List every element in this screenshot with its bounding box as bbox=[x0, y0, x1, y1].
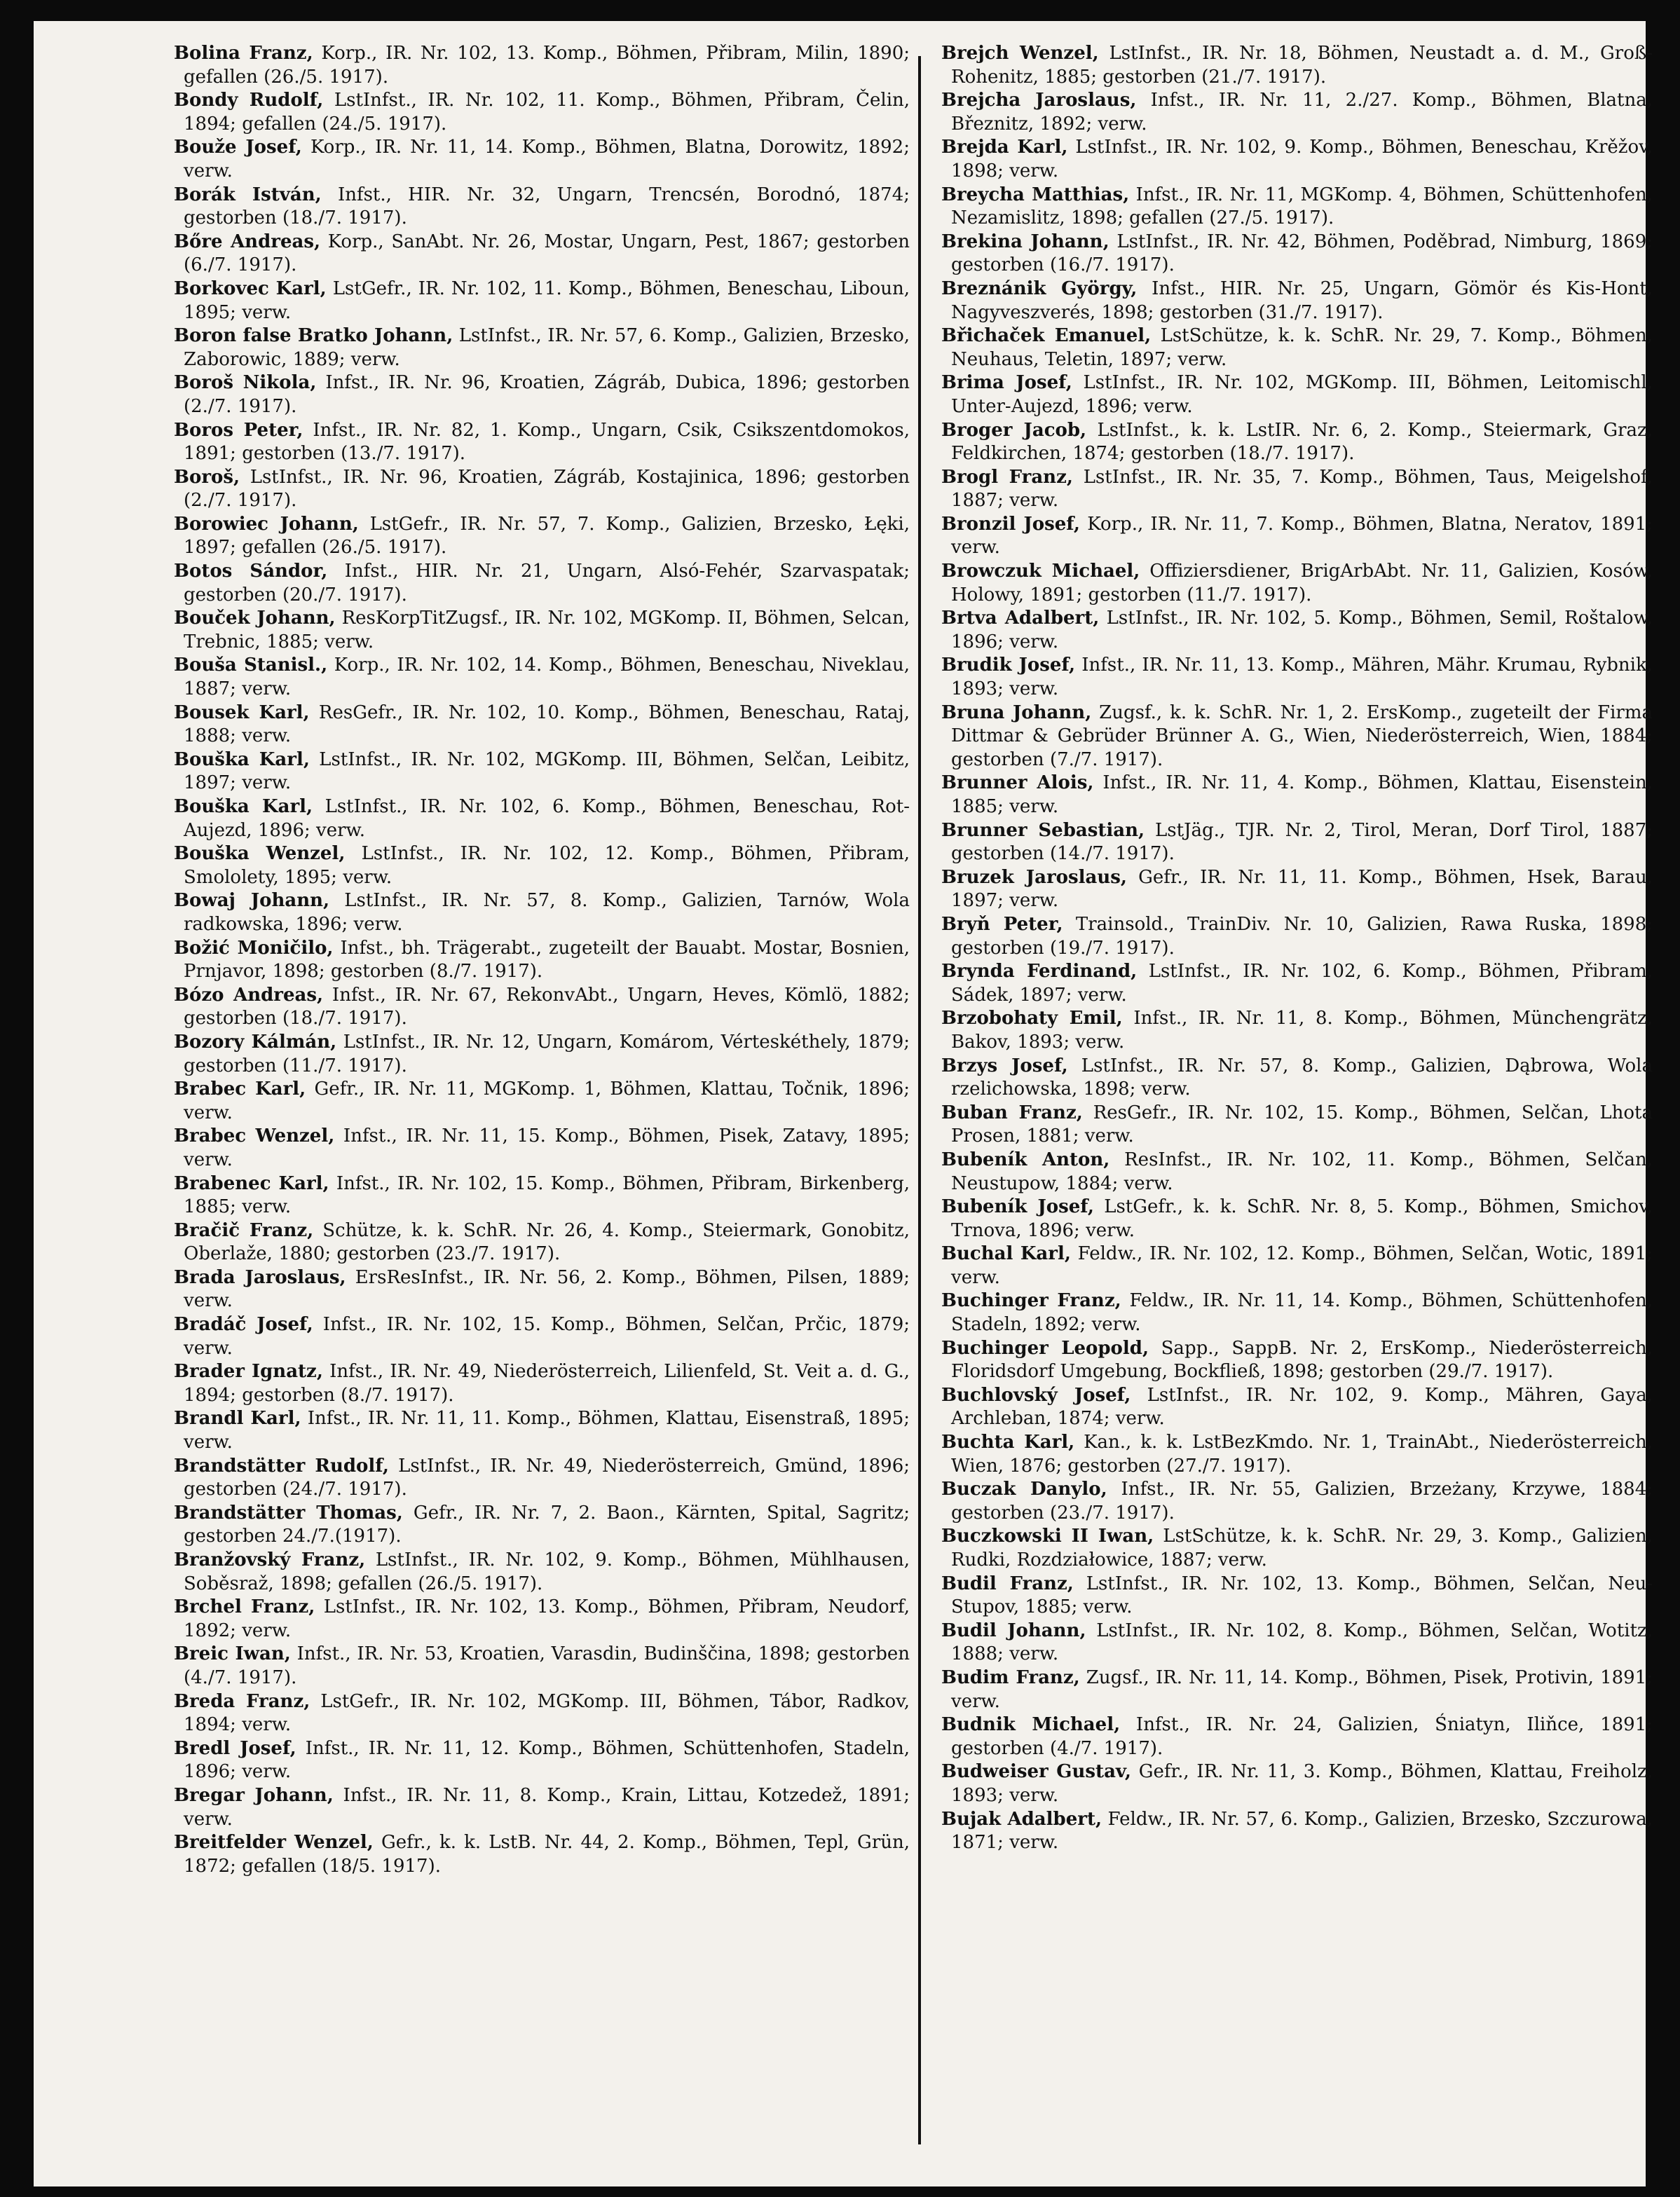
entry-details: LstInfst., IR. Nr. 102, 9. Komp., Mähren, Gaya, Archleban, 1874; verw. bbox=[951, 1384, 1653, 1430]
entry-details: Infst., HIR. Nr. 25, Ungarn, Gömör és Kis-Hont, Nagyveszverés, 1898; gestorben (31./7. 1917). bbox=[951, 278, 1653, 323]
entry-name: Bőre Andreas, bbox=[174, 231, 321, 252]
entry-name: Bouška Wenzel, bbox=[174, 843, 346, 865]
entry-name: Breznánik György, bbox=[941, 278, 1138, 299]
entry-name: Brunner Alois, bbox=[941, 772, 1094, 794]
casualty-entry bbox=[941, 1573, 1653, 1620]
casualty-entry bbox=[174, 231, 910, 278]
entry-details: Infst., IR. Nr. 11, 8. Komp., Böhmen, Münchengrätz, Bakov, 1893; verw. bbox=[951, 1008, 1653, 1053]
entry-details: LstGefr., IR. Nr. 57, 7. Komp., Galizien, Brzesko, Łęki, 1897; gefallen (26./5. 1917). bbox=[184, 513, 910, 559]
entry-name: Botos Sándor, bbox=[174, 561, 328, 582]
entry-name: Buchinger Franz, bbox=[941, 1290, 1121, 1312]
entry-details: Infst., IR. Nr. 82, 1. Komp., Ungarn, Csik, Csikszentdomokos, 1891; gestorben (13./7. 1917). bbox=[184, 419, 910, 465]
casualty-entry bbox=[941, 1808, 1653, 1855]
entry-details: Infst., IR. Nr. 11, 12. Komp., Böhmen, Schüttenhofen, Stadeln, 1896; verw. bbox=[184, 1737, 910, 1783]
casualty-entry bbox=[941, 1760, 1653, 1807]
casualty-entry bbox=[174, 513, 910, 560]
entry-details: LstGefr., IR. Nr. 102, MGKomp. III, Böhmen, Tábor, Radkov, 1894; verw. bbox=[184, 1690, 910, 1736]
casualty-entry bbox=[941, 278, 1653, 324]
entry-details: LstInfst., IR. Nr. 57, 6. Komp., Galizien, Brzesko, Zaborowic, 1889; verw. bbox=[184, 325, 910, 370]
casualty-entry bbox=[941, 231, 1653, 278]
entry-details: LstInfst., IR. Nr. 102, 13. Komp., Böhmen, Selčan, Neu-Stupov, 1885; verw. bbox=[951, 1573, 1653, 1618]
entry-details: Gefr., k. k. LstB. Nr. 44, 2. Komp., Böhmen, Tepl, Grün, 1872; gefallen (18/5. 1917). bbox=[184, 1832, 910, 1877]
entry-details: Gefr., IR. Nr. 11, 11. Komp., Böhmen, Hsek, Barau, 1897; verw. bbox=[951, 866, 1653, 912]
casualty-entry bbox=[941, 772, 1653, 819]
entry-name: Brekina Johann, bbox=[941, 231, 1109, 252]
entry-name: Brabec Wenzel, bbox=[174, 1125, 335, 1147]
column-divider bbox=[918, 56, 921, 2144]
casualty-entry bbox=[174, 1219, 910, 1266]
entry-details: LstJäg., TJR. Nr. 2, Tirol, Meran, Dorf Tirol, 1887; gestorben (14./7. 1917). bbox=[951, 819, 1653, 865]
entry-details: ResKorpTitZugsf., IR. Nr. 102, MGKomp. II, Böhmen, Selcan, Trebnic, 1885; verw. bbox=[184, 608, 910, 652]
entry-name: Bujak Adalbert, bbox=[941, 1808, 1102, 1830]
casualty-entry bbox=[941, 1431, 1653, 1478]
entry-details: LstInfst., IR. Nr. 18, Böhmen, Neustadt a. d. M., Groß-Rohenitz, 1885; gestorben (21./7. 1917). bbox=[951, 43, 1653, 88]
entry-details: Feldw., IR. Nr. 102, 12. Komp., Böhmen, Selčan, Wotic, 1891; verw. bbox=[951, 1243, 1653, 1288]
entry-details: Korp., IR. Nr. 102, 13. Komp., Böhmen, Přibram, Milin, 1890; gefallen (26./5. 1917). bbox=[184, 43, 910, 88]
entry-name: Buban Franz, bbox=[941, 1102, 1083, 1123]
entry-details: LstInfst., IR. Nr. 12, Ungarn, Komárom, Vérteskéthely, 1879; gestorben (11./7. 1917). bbox=[184, 1031, 910, 1076]
entry-name: Bračič Franz, bbox=[174, 1219, 314, 1241]
casualty-entry bbox=[174, 419, 910, 466]
casualty-entry bbox=[174, 89, 910, 136]
casualty-entry bbox=[941, 466, 1653, 513]
entry-name: Breitfelder Wenzel, bbox=[174, 1832, 374, 1854]
casualty-entry bbox=[174, 184, 910, 231]
entry-name: Brzys Josef, bbox=[941, 1055, 1068, 1076]
entry-details: Gefr., IR. Nr. 11, 3. Komp., Böhmen, Klattau, Freiholz, 1893; verw. bbox=[951, 1761, 1653, 1806]
entry-name: Bubeník Josef, bbox=[941, 1196, 1094, 1218]
casualty-entry bbox=[174, 1502, 910, 1549]
casualty-entry bbox=[941, 1478, 1653, 1525]
entry-details: Gefr., IR. Nr. 11, MGKomp. 1, Böhmen, Klattau, Točnik, 1896; verw. bbox=[184, 1079, 910, 1123]
entry-details: LstSchütze, k. k. SchR. Nr. 29, 3. Komp., Galizien, Rudki, Rozdziałowice, 1887; verw. bbox=[951, 1526, 1653, 1570]
entry-details: LstInfst., IR. Nr. 102, 8. Komp., Böhmen, Selčan, Wotitz, 1888; verw. bbox=[951, 1620, 1653, 1665]
casualty-entry bbox=[941, 1525, 1653, 1572]
entry-details: LstInfst., IR. Nr. 102, 5. Komp., Böhmen, Semil, Roštalow, 1896; verw. bbox=[951, 608, 1653, 652]
entry-details: Gefr., IR. Nr. 7, 2. Baon., Kärnten, Spital, Sagritz; gestorben 24./7.(1917). bbox=[184, 1502, 910, 1547]
casualty-entry bbox=[941, 701, 1653, 772]
entry-details: Kan., k. k. LstBezKmdo. Nr. 1, TrainAbt., Niederösterreich, Wien, 1876; gestorben (27./7. 1917). bbox=[951, 1432, 1653, 1477]
entry-name: Boros Peter, bbox=[174, 419, 303, 441]
entry-name: Brogl Franz, bbox=[941, 466, 1073, 488]
casualty-entry bbox=[941, 1666, 1653, 1713]
entry-name: Budim Franz, bbox=[941, 1666, 1080, 1688]
entry-name: Brabenec Karl, bbox=[174, 1172, 329, 1194]
casualty-entry bbox=[941, 866, 1653, 913]
casualty-entry bbox=[174, 1078, 910, 1125]
entry-details: Infst., IR. Nr. 102, 15. Komp., Böhmen, Přibram, Birkenberg, 1885; verw. bbox=[184, 1172, 910, 1218]
entry-details: LstGefr., IR. Nr. 102, 11. Komp., Böhmen, Beneschau, Liboun, 1895; verw. bbox=[184, 278, 910, 323]
casualty-entry bbox=[174, 1031, 910, 1078]
casualty-entry bbox=[941, 960, 1653, 1007]
entry-name: Budil Franz, bbox=[941, 1573, 1074, 1594]
entry-details: ResGefr., IR. Nr. 102, 15. Komp., Böhmen, Selčan, Lhota Prosen, 1881; verw. bbox=[951, 1102, 1653, 1147]
casualty-entry bbox=[174, 1643, 910, 1690]
casualty-entry bbox=[941, 1007, 1653, 1054]
entry-name: Borowiec Johann, bbox=[174, 513, 359, 535]
entry-name: Boroš, bbox=[174, 466, 240, 488]
casualty-entry bbox=[174, 1266, 910, 1313]
entry-details: LstInfst., IR. Nr. 57, 8. Komp., Galizien, Dąbrowa, Wola rzelichowska, 1898; verw. bbox=[951, 1055, 1653, 1100]
entry-name: Brada Jaroslaus, bbox=[174, 1266, 346, 1288]
entry-details: LstInfst., IR. Nr. 102, 13. Komp., Böhmen, Přibram, Neudorf, 1892; verw. bbox=[184, 1596, 910, 1641]
entry-name: Buchlovský Josef, bbox=[941, 1384, 1131, 1406]
entry-name: Buchta Karl, bbox=[941, 1432, 1075, 1453]
casualty-entry bbox=[941, 654, 1653, 701]
entry-details: ResGefr., IR. Nr. 102, 10. Komp., Böhmen, Beneschau, Rataj, 1888; verw. bbox=[184, 701, 910, 747]
entry-name: Budnik Michael, bbox=[941, 1714, 1121, 1736]
entry-name: Bouček Johann, bbox=[174, 608, 336, 629]
entry-name: Bruzek Jaroslaus, bbox=[941, 866, 1127, 888]
entry-details: Infst., IR. Nr. 11, 2./27. Komp., Böhmen, Blatna, Březnitz, 1892; verw. bbox=[951, 90, 1653, 135]
entry-details: Schütze, k. k. SchR. Nr. 26, 4. Komp., Steiermark, Gonobitz, Oberlaže, 1880; gestorben (23./7. 1917). bbox=[184, 1219, 910, 1265]
casualty-entry bbox=[941, 1620, 1653, 1666]
entry-name: Brabec Karl, bbox=[174, 1079, 306, 1100]
entry-name: Brtva Adalbert, bbox=[941, 608, 1100, 629]
casualty-entry bbox=[174, 795, 910, 842]
casualty-entry bbox=[174, 1549, 910, 1596]
entry-name: Brejch Wenzel, bbox=[941, 43, 1099, 64]
entry-details: Trainsold., TrainDiv. Nr. 10, Galizien, Rawa Ruska, 1898; gestorben (19./7. 1917). bbox=[951, 913, 1653, 959]
entry-name: Bolina Franz, bbox=[174, 43, 313, 64]
entry-name: Budil Johann, bbox=[941, 1620, 1086, 1641]
entry-details: Infst., IR. Nr. 11, 15. Komp., Böhmen, Pisek, Zatavy, 1895; verw. bbox=[184, 1125, 910, 1170]
entry-details: LstInfst., IR. Nr. 102, MGKomp. III, Böhmen, Selčan, Leibitz, 1897; verw. bbox=[184, 748, 910, 794]
entry-details: Infst., bh. Trägerabt., zugeteilt der Bauabt. Mostar, Bosnien, Prnjavor, 1898; gestorben (8./7. 1917). bbox=[184, 937, 910, 983]
entry-details: LstInfst., IR. Nr. 96, Kroatien, Zágráb, Kostajinica, 1896; gestorben (2./7. 1917). bbox=[184, 466, 910, 512]
entry-name: Bubeník Anton, bbox=[941, 1149, 1110, 1170]
entry-name: Brchel Franz, bbox=[174, 1596, 315, 1618]
casualty-entry bbox=[174, 607, 910, 654]
entry-details: Offiziersdiener, BrigArbAbt. Nr. 11, Galizien, Kosów, Holowy, 1891; gestorben (11./7. 1917). bbox=[951, 561, 1653, 605]
casualty-entry bbox=[941, 42, 1653, 89]
entry-name: Bradáč Josef, bbox=[174, 1314, 313, 1336]
casualty-entry bbox=[941, 1102, 1653, 1149]
entry-details: LstInfst., IR. Nr. 102, 9. Komp., Böhmen, Mühlhausen, Soběsraž, 1898; gefallen (26./5. 1917). bbox=[184, 1549, 910, 1594]
casualty-entry bbox=[941, 513, 1653, 560]
casualty-entry bbox=[174, 1737, 910, 1784]
casualty-entry bbox=[174, 1784, 910, 1831]
entry-details: Korp., IR. Nr. 11, 14. Komp., Böhmen, Blatna, Dorowitz, 1892; verw. bbox=[184, 137, 910, 182]
entry-name: Buczak Danylo, bbox=[941, 1479, 1107, 1500]
casualty-entry bbox=[941, 1196, 1653, 1243]
entry-details: LstInfst., IR. Nr. 102, 9. Komp., Böhmen, Beneschau, Krěžov, 1898; verw. bbox=[951, 137, 1653, 182]
casualty-entry bbox=[174, 1172, 910, 1219]
entry-details: Zugsf., IR. Nr. 11, 14. Komp., Böhmen, Pisek, Protivin, 1891; verw. bbox=[951, 1666, 1653, 1712]
right-column bbox=[941, 42, 1653, 1855]
entry-details: ResInfst., IR. Nr. 102, 11. Komp., Böhmen, Selčan, Neustupow, 1884; verw. bbox=[951, 1149, 1653, 1194]
entry-name: Bondy Rudolf, bbox=[174, 90, 324, 111]
entry-name: Bowaj Johann, bbox=[174, 890, 330, 912]
entry-details: LstInfst., IR. Nr. 102, 11. Komp., Böhmen, Přibram, Čelin, 1894; gefallen (24./5. 1917). bbox=[184, 90, 910, 135]
entry-name: Břichaček Emanuel, bbox=[941, 325, 1152, 347]
entry-name: Breycha Matthias, bbox=[941, 184, 1130, 205]
casualty-entry bbox=[174, 466, 910, 513]
casualty-entry bbox=[941, 1337, 1653, 1384]
document-page bbox=[34, 21, 1653, 2186]
casualty-entry bbox=[174, 1831, 910, 1878]
entry-name: Bredl Josef, bbox=[174, 1737, 296, 1759]
entry-name: Boron false Bratko Johann, bbox=[174, 325, 453, 347]
casualty-entry bbox=[174, 278, 910, 324]
entry-details: LstInfst., IR. Nr. 102, 6. Komp., Böhmen, Beneschau, Rot-Aujezd, 1896; verw. bbox=[184, 796, 910, 841]
entry-name: Božić Moničilo, bbox=[174, 937, 334, 959]
entry-name: Brader Ignatz, bbox=[174, 1361, 323, 1383]
casualty-entry bbox=[174, 1407, 910, 1454]
entry-details: Infst., IR. Nr. 53, Kroatien, Varasdin, Budinščina, 1898; gestorben (4./7. 1917). bbox=[184, 1643, 910, 1688]
entry-name: Borkovec Karl, bbox=[174, 278, 327, 299]
casualty-entry bbox=[941, 324, 1653, 371]
entry-name: Brynda Ferdinand, bbox=[941, 961, 1138, 983]
casualty-entry bbox=[174, 136, 910, 183]
entry-details: Infst., IR. Nr. 102, 15. Komp., Böhmen, Selčan, Prčic, 1879; verw. bbox=[184, 1314, 910, 1359]
entry-name: Brima Josef, bbox=[941, 372, 1072, 394]
entry-name: Budweiser Gustav, bbox=[941, 1761, 1131, 1783]
casualty-entry bbox=[941, 1149, 1653, 1196]
entry-details: Infst., IR. Nr. 67, RekonvAbt., Ungarn, Heves, Kömlö, 1882; gestorben (18./7. 1917). bbox=[184, 984, 910, 1029]
entry-details: Feldw., IR. Nr. 57, 6. Komp., Galizien, Brzesko, Szczurowa, 1871; verw. bbox=[951, 1808, 1653, 1854]
casualty-entry bbox=[941, 913, 1653, 960]
entry-name: Borák István, bbox=[174, 184, 322, 205]
casualty-entry bbox=[174, 842, 910, 889]
casualty-entry bbox=[941, 1289, 1653, 1336]
entry-details: Infst., HIR. Nr. 21, Ungarn, Alsó-Fehér, Szarvaspatak; gestorben (20./7. 1917). bbox=[184, 561, 910, 605]
entry-name: Bregar Johann, bbox=[174, 1784, 334, 1806]
entry-details: LstInfst., IR. Nr. 35, 7. Komp., Böhmen, Taus, Meigelshof, 1887; verw. bbox=[951, 466, 1653, 512]
entry-name: Brandstätter Thomas, bbox=[174, 1502, 403, 1524]
casualty-entry bbox=[941, 371, 1653, 418]
entry-details: LstInfst., IR. Nr. 57, 8. Komp., Galizien, Tarnów, Wola radkowska, 1896; verw. bbox=[184, 890, 910, 935]
casualty-entry bbox=[941, 1384, 1653, 1431]
casualty-entry bbox=[174, 654, 910, 701]
casualty-entry bbox=[941, 607, 1653, 654]
casualty-entry bbox=[941, 184, 1653, 231]
entry-details: LstInfst., k. k. LstIR. Nr. 6, 2. Komp., Steiermark, Graz, Feldkirchen, 1874; gestorben (18./7. 1917). bbox=[951, 419, 1653, 465]
entry-details: Infst., IR. Nr. 11, 11. Komp., Böhmen, Klattau, Eisenstraß, 1895; verw. bbox=[184, 1408, 910, 1453]
entry-details: LstInfst., IR. Nr. 102, MGKomp. III, Böhmen, Leitomischl, Unter-Aujezd, 1896; verw. bbox=[951, 372, 1653, 417]
casualty-entry bbox=[174, 889, 910, 936]
entry-details: Zugsf., k. k. SchR. Nr. 1, 2. ErsKomp., zugeteilt der Firma Dittmar & Gebrüder Brünner A. G., Wien, Niederösterreich, Wien, 1884; gestorben (7./7. 1917). bbox=[951, 701, 1653, 770]
entry-details: Infst., IR. Nr. 11, MGKomp. 4, Böhmen, Schüttenhofen, Nezamislitz, 1898; gefallen (27./5. 1917). bbox=[951, 184, 1653, 229]
entry-name: Bouže Josef, bbox=[174, 137, 302, 158]
entry-name: Brzobohaty Emil, bbox=[941, 1008, 1123, 1029]
entry-name: Brandstätter Rudolf, bbox=[174, 1455, 389, 1477]
entry-name: Bryň Peter, bbox=[941, 913, 1063, 935]
entry-details: LstGefr., k. k. SchR. Nr. 8, 5. Komp., Böhmen, Smichov, Trnova, 1896; verw. bbox=[951, 1196, 1653, 1241]
casualty-entry bbox=[174, 1455, 910, 1502]
casualty-entry bbox=[941, 819, 1653, 866]
entry-name: Browczuk Michael, bbox=[941, 561, 1140, 582]
casualty-entry bbox=[941, 1055, 1653, 1102]
entry-details: Infst., IR. Nr. 11, 8. Komp., Krain, Littau, Kotzedež, 1891; verw. bbox=[184, 1784, 910, 1830]
entry-name: Buchinger Leopold, bbox=[941, 1337, 1149, 1359]
casualty-entry bbox=[174, 937, 910, 984]
casualty-entry bbox=[941, 1243, 1653, 1289]
entry-name: Bozory Kálmán, bbox=[174, 1031, 337, 1053]
entry-details: Infst., IR. Nr. 11, 13. Komp., Mähren, Mähr. Krumau, Rybnik, 1893; verw. bbox=[951, 655, 1653, 700]
entry-name: Breic Iwan, bbox=[174, 1643, 291, 1665]
entry-name: Bronzil Josef, bbox=[941, 513, 1080, 535]
entry-name: Bouša Stanisl., bbox=[174, 655, 328, 676]
entry-details: LstInfst., IR. Nr. 42, Böhmen, Poděbrad, Nimburg, 1869; gestorben (16./7. 1917). bbox=[951, 231, 1653, 276]
entry-name: Brejcha Jaroslaus, bbox=[941, 90, 1137, 111]
entry-name: Brunner Sebastian, bbox=[941, 819, 1145, 841]
casualty-entry bbox=[174, 1125, 910, 1172]
entry-name: Brandl Karl, bbox=[174, 1408, 301, 1430]
casualty-entry bbox=[174, 560, 910, 607]
casualty-entry bbox=[941, 136, 1653, 183]
casualty-entry bbox=[174, 1596, 910, 1643]
entry-details: Infst., IR. Nr. 55, Galizien, Brzeżany, Krzywe, 1884; gestorben (23./7. 1917). bbox=[951, 1479, 1653, 1524]
entry-name: Breda Franz, bbox=[174, 1690, 310, 1712]
entry-details: Korp., IR. Nr. 11, 7. Komp., Böhmen, Blatna, Neratov, 1891; verw. bbox=[951, 513, 1653, 559]
casualty-entry bbox=[174, 748, 910, 795]
casualty-entry bbox=[174, 42, 910, 89]
entry-details: Infst., IR. Nr. 24, Galizien, Śniatyn, Iliňce, 1891; gestorben (4./7. 1917). bbox=[951, 1714, 1653, 1759]
entry-name: Bousek Karl, bbox=[174, 701, 310, 723]
entry-name: Bózo Andreas, bbox=[174, 984, 324, 1006]
entry-details: Feldw., IR. Nr. 11, 14. Komp., Böhmen, Schüttenhofen, Stadeln, 1892; verw. bbox=[951, 1290, 1653, 1336]
entry-name: Brejda Karl, bbox=[941, 137, 1068, 158]
entry-details: LstInfst., IR. Nr. 49, Niederösterreich, Gmünd, 1896; gestorben (24./7. 1917). bbox=[184, 1455, 910, 1500]
entry-details: LstInfst., IR. Nr. 102, 6. Komp., Böhmen, Přibram, Sádek, 1897; verw. bbox=[951, 961, 1653, 1006]
casualty-entry bbox=[174, 1360, 910, 1407]
entry-name: Boroš Nikola, bbox=[174, 372, 317, 394]
entry-name: Buchal Karl, bbox=[941, 1243, 1071, 1265]
entry-name: Bouška Karl, bbox=[174, 796, 313, 817]
casualty-entry bbox=[174, 371, 910, 418]
entry-details: Infst., HIR. Nr. 32, Ungarn, Trencsén, Borodnó, 1874; gestorben (18./7. 1917). bbox=[184, 184, 910, 229]
casualty-entry bbox=[941, 89, 1653, 136]
entry-details: Infst., IR. Nr. 96, Kroatien, Zágráb, Dubica, 1896; gestorben (2./7. 1917). bbox=[184, 372, 910, 417]
casualty-entry bbox=[174, 1313, 910, 1360]
casualty-entry bbox=[174, 1690, 910, 1737]
entry-name: Bruna Johann, bbox=[941, 701, 1092, 723]
casualty-entry bbox=[174, 984, 910, 1031]
entry-details: Sapp., SappB. Nr. 2, ErsKomp., Niederösterreich, Floridsdorf Umgebung, Bockfließ, 1898; gestorben (29./7. 1917). bbox=[951, 1337, 1653, 1383]
casualty-entry bbox=[941, 419, 1653, 466]
entry-name: Buczkowski II Iwan, bbox=[941, 1526, 1154, 1547]
entry-details: Infst., IR. Nr. 49, Niederösterreich, Lilienfeld, St. Veit a. d. G., 1894; gestorben (8./7. 1917). bbox=[184, 1361, 910, 1406]
left-column bbox=[174, 42, 910, 1878]
casualty-entry bbox=[174, 324, 910, 371]
casualty-entry bbox=[174, 701, 910, 748]
entry-name: Branžovský Franz, bbox=[174, 1549, 366, 1570]
entry-details: Korp., IR. Nr. 102, 14. Komp., Böhmen, Beneschau, Niveklau, 1887; verw. bbox=[184, 655, 910, 700]
entry-name: Bouška Karl, bbox=[174, 748, 310, 770]
entry-details: Infst., IR. Nr. 11, 4. Komp., Böhmen, Klattau, Eisenstein, 1885; verw. bbox=[951, 772, 1653, 817]
casualty-entry bbox=[941, 560, 1653, 607]
entry-details: LstInfst., IR. Nr. 102, 12. Komp., Böhmen, Přibram, Smololety, 1895; verw. bbox=[184, 843, 910, 888]
entry-details: ErsResInfst., IR. Nr. 56, 2. Komp., Böhmen, Pilsen, 1889; verw. bbox=[184, 1266, 910, 1312]
entry-name: Broger Jacob, bbox=[941, 419, 1087, 441]
entry-details: Korp., SanAbt. Nr. 26, Mostar, Ungarn, Pest, 1867; gestorben (6./7. 1917). bbox=[184, 231, 910, 276]
casualty-entry bbox=[941, 1713, 1653, 1760]
entry-details: LstSchütze, k. k. SchR. Nr. 29, 7. Komp., Böhmen, Neuhaus, Teletin, 1897; verw. bbox=[951, 325, 1653, 370]
entry-name: Brudik Josef, bbox=[941, 655, 1076, 676]
